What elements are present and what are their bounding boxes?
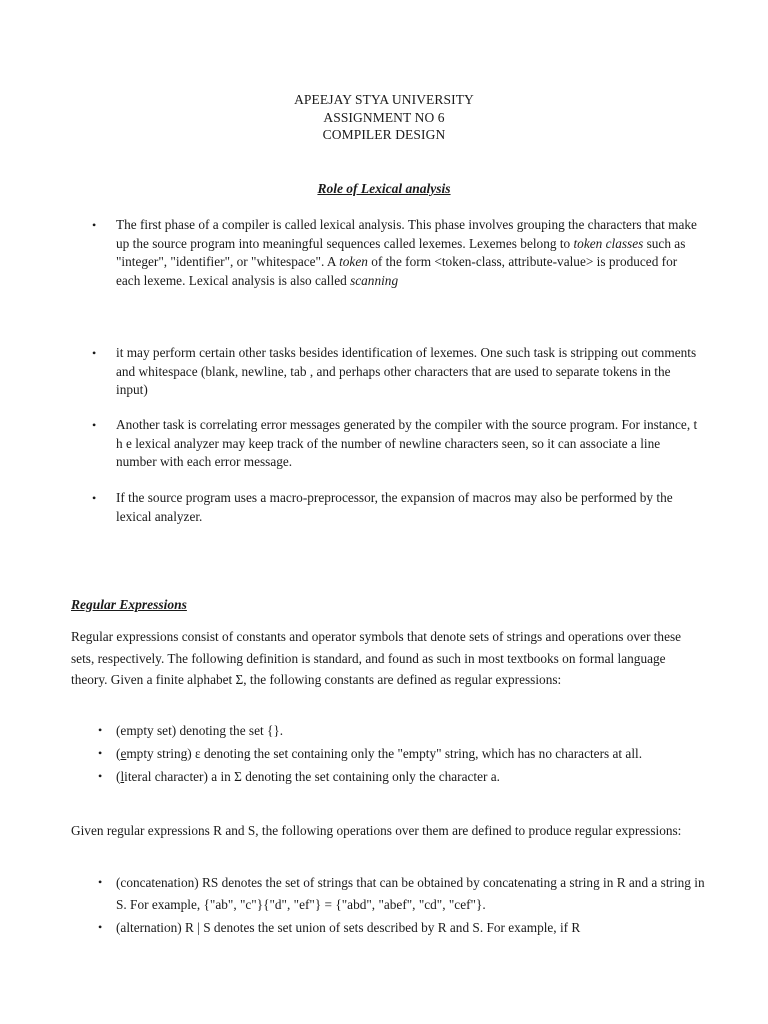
bullet-text: If the source program uses a macro-preprocessor, the expansion of macros may also be performed by the lexical analyzer. xyxy=(116,490,673,524)
list-item xyxy=(98,743,706,765)
course-name: COMPILER DESIGN xyxy=(322,127,446,142)
emphasis-text: token xyxy=(339,254,368,269)
bullet-icon: • xyxy=(92,491,97,505)
bullet-icon: • xyxy=(98,769,103,783)
underlined-letter: e xyxy=(120,746,127,761)
university-name: APEEJAY STYA UNIVERSITY xyxy=(294,92,474,107)
list-item-text: iteral character) a in Σ denoting the set containing only the character a. xyxy=(124,769,500,784)
bullet-icon: • xyxy=(98,919,103,934)
bullet-icon: • xyxy=(98,723,103,737)
bullet-text: The first phase of a compiler is called lexical analysis. This phase involves grouping the characters that make up the source program into meaningful sequences called lexemes. Lexemes belong to xyxy=(116,217,697,251)
list-item-text: (concatenation) RS denotes the set of strings that can be obtained by concatenating a string in R and a string in S. For example, {"ab", "c"}{"d", "ef"} = {"abd", "abef", "cd", "cef"}. xyxy=(116,875,705,912)
list-item-text: (alternation) R | S denotes the set union of sets described by R and S. For example, if R xyxy=(116,919,581,935)
emphasis-text: scanning xyxy=(350,272,399,288)
document-header xyxy=(0,91,768,144)
section-title-regular-expressions: Regular Expressions xyxy=(71,597,187,612)
list-item-text: ( xyxy=(116,746,121,761)
bullet-icon: • xyxy=(92,346,97,360)
lexical-bullet-item xyxy=(92,344,701,400)
list-item xyxy=(98,872,706,915)
assignment-number: ASSIGNMENT NO 6 xyxy=(323,109,445,125)
bullet-icon: • xyxy=(98,746,103,760)
operations-list xyxy=(98,872,706,940)
list-item-text: ( xyxy=(116,769,121,784)
bullet-text: such as "integer", "identifier", or "whitespace". A xyxy=(116,235,686,269)
list-item xyxy=(98,766,706,788)
list-item-text: (empty set) denoting the set {}. xyxy=(116,723,284,738)
list-item-text: mpty string) ε denoting the set containing only the "empty" string, which has no characters at all. xyxy=(126,746,643,761)
list-item xyxy=(98,917,706,939)
lexical-bullet-item xyxy=(92,216,701,290)
lexical-bullet-item xyxy=(92,416,701,472)
section-title-lexical-analysis: Role of Lexical analysis xyxy=(317,181,451,196)
bullet-icon: • xyxy=(92,418,97,432)
bullet-icon: • xyxy=(98,875,103,889)
emphasis-text: token classes xyxy=(573,235,644,251)
underlined-letter: l xyxy=(120,769,125,784)
bullet-icon: • xyxy=(92,218,97,232)
operations-intro-paragraph: Given regular expressions R and S, the following operations over them are defined to produce regular expressions: xyxy=(71,823,682,838)
constants-list xyxy=(98,720,706,789)
bullet-text: it may perform certain other tasks besides identification of lexemes. One such task is stripping out comments and whitespace (blank, newline, tab , and perhaps other characters that are used to separate tokens in the input) xyxy=(116,345,697,397)
list-item xyxy=(98,720,706,742)
bullet-text: of the form <token-class, attribute-value> is produced for each lexeme. Lexical analysis is also called xyxy=(116,254,678,288)
lexical-bullet-item xyxy=(92,489,701,526)
bullet-text: Another task is correlating error messages generated by the compiler with the source program. For instance, t h e lexical analyzer may keep track of the number of newline characters seen, so it can associate a line number with each error message. xyxy=(116,417,698,469)
regex-intro-paragraph: Regular expressions consist of constants and operator symbols that denote sets of strings and operations over these sets, respectively. The following definition is standard, and found as such in most textbooks on formal language theory. Given a finite alphabet Σ, the following constants are defined as regular expressions: xyxy=(71,629,682,687)
